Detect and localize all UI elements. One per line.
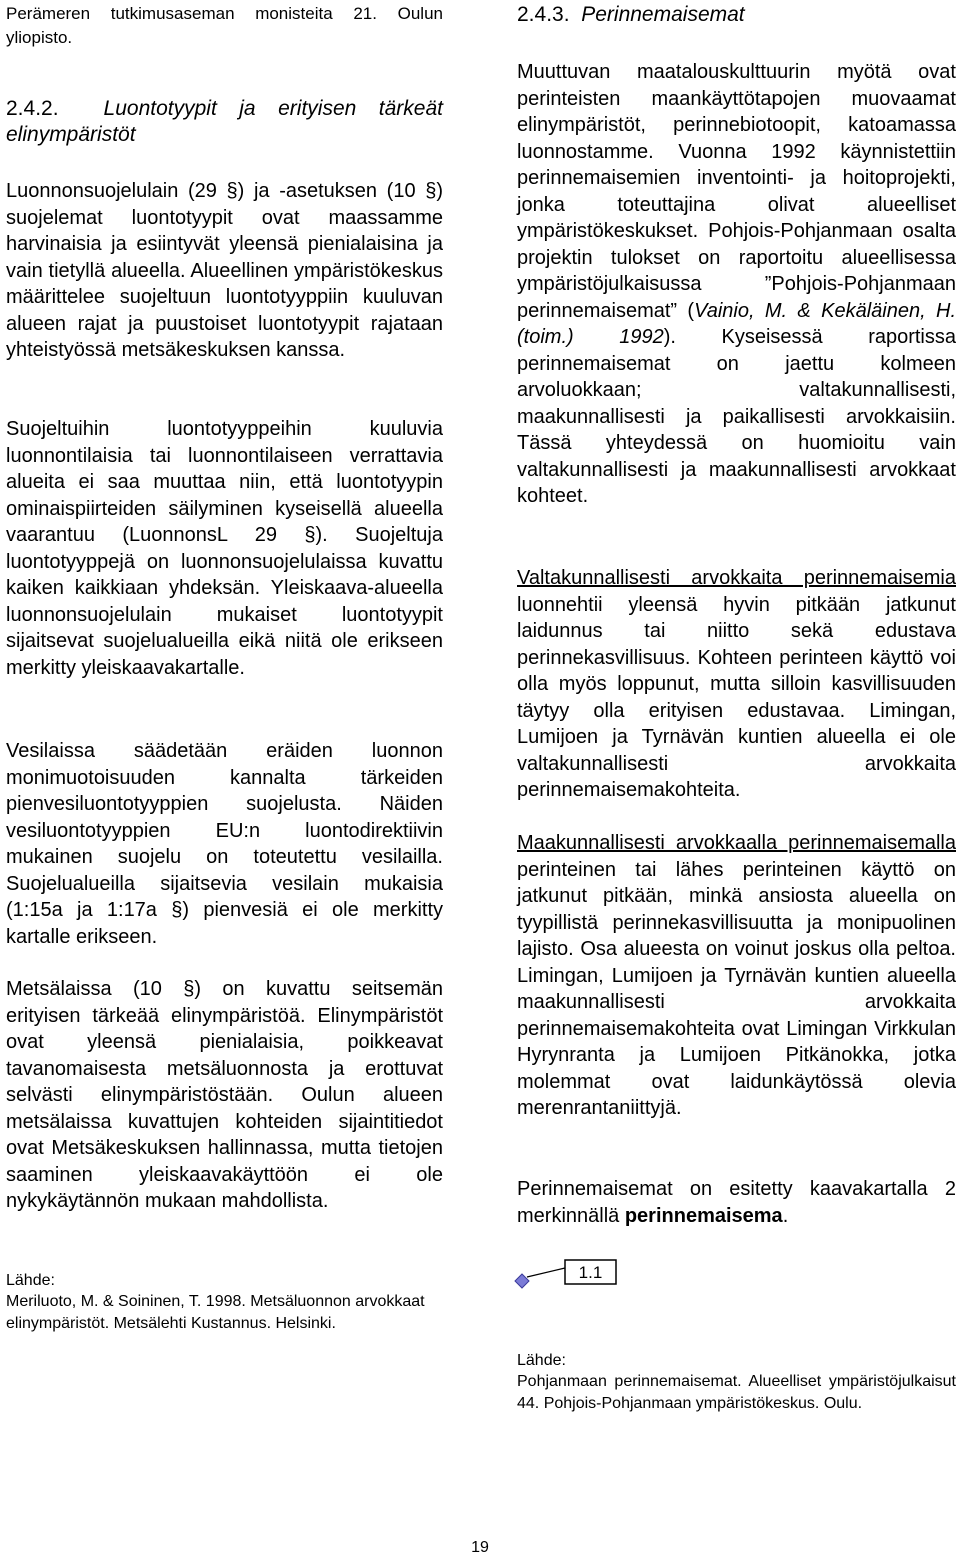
section-title: Luontotyypit ja erityisen tärkeät elinympäristöt [6, 97, 443, 146]
source-citation-right: Pohjanmaan perinnemaisemat. Alueelliset ympäristöjulkaisut 44. Pohjois-Pohjanmaan ympäristökeskus. Oulu. [517, 1373, 956, 1412]
section-heading-2-4-3 [517, 2, 956, 28]
section-number: 2.4.3. [517, 3, 570, 26]
source-label: Lähde: [6, 1272, 55, 1289]
paragraph-metsalaki: Metsälaissa (10 §) on kuvattu seitsemän erityisen tärkeää elinympäristöä. Elinympäristöt ovat yleensä pienialaisia, poikkeavat tavanomaisesta metsäluonnosta ja erottuvat selvästi elinympäristöstään. Oulun alueen metsälaissa kuvattujen kohteiden sijaintitiedot ovat Metsäkeskuksen hallinnassa, mutta tietojen saaminen yleiskaavakäyttöön ei ole nykykäytännön mukaan mahdollista. [6, 978, 443, 1212]
page-number: 19 [471, 1539, 489, 1556]
term-valtakunnallisesti: Valtakunnallisesti arvokkaita perinnemaisemia [517, 567, 956, 589]
paragraph-valtakunnallisesti [517, 565, 956, 804]
kaavamerkinta-text-a: Perinnemaisemat on esitetty kaavakartalla 2 merkinnällä [517, 1178, 956, 1227]
paragraph-suojellut-luontotyypit: Suojeltuihin luontotyyppeihin kuuluvia luonnontilaisia tai luonnontilaiseen verrattavia alueita ei saa muuttaa niin, että luontotyypin ominaispiirteiden säilyminen kyseisellä alueella vaarantuu (LuonnonsL 29 §). Suojeltuja luontotyyppejä on luonnonsuojelulaissa kuvattu kaiken kaikkiaan yhdeksän. Yleiskaava-alueella luonnonsuojelulain mukaiset luontotyypit sijaitsevat suojelualueilla eikä niitä ole erikseen merkitty yleiskaavakartalle. [6, 418, 443, 679]
section-title: Perinnemaisemat [581, 3, 745, 26]
legend-leader-line [527, 1268, 565, 1277]
perinnemaisema-legend-symbol [512, 1258, 622, 1294]
paragraph-luonnonsuojelulaki: Luonnonsuojelulain (29 §) ja -asetuksen (10 §) suojelemat luontotyypit ovat maassamme harvinaisia ja esiintyvät yleensä pienialaisina ja vain tietyllä alueella. Alueellinen ympäristökeskus määrittelee suojeltuun luontotyyppiin kuuluvan alueen rajat ja puustoiset luontotyypit rajataan yhteistyössä metsäkeskuksen kanssa. [6, 180, 443, 361]
intro-text-b: ). Kyseisessä raportissa perinnemaisemat on jaettu kolmeen arvoluokkaan; valtakunnallisesti, maakunnallisesti ja paikallisesti arvokkaisiin. Tässä yhteydessä on huomioitu vain valtakunnallisesti ja maakunnallisesti arvokkaat kohteet. [517, 326, 957, 507]
legend-code-label: 1.1 [578, 1263, 603, 1282]
paragraph-maakunnallisesti [517, 830, 956, 1122]
paragraph-kaavamerkinta [517, 1176, 956, 1229]
maakunnallisesti-text: perinteinen tai lähes perinteinen käyttö on jatkunut pitkään, minkä ansiosta alueella on tyypillistä perinnekasvillisuutta ja monipuolinen lajisto. Osa alueesta on voinut joskus olla peltoa. Limingan, Lumijoen ja Tyrnävän kuntien alueella maakunnallisesti arvokkaita perinnemaisemakohteita ovat Limingan Virkkulan Hyrynranta ja Lumijoen Pitkänokka, jotka molemmat ovat laidunkäytössä olevia merenrantaniittyjä. [517, 858, 956, 1119]
source-citation: Meriluoto, M. & Soininen, T. 1998. Metsäluonnon arvokkaat elinympäristöt. Metsälehti Kustannus. Helsinki. [6, 1293, 425, 1332]
section-heading-2-4-2 [6, 96, 443, 148]
valtakunnallisesti-text: luonnehtii yleensä hyvin pitkään jatkunut laidunnus tai niitto sekä edustava perinnekasvillisuus. Kohteen perinteen käyttö voi olla myös loppunut, mutta silloin kasvillisuuden täytyy olla erityisen edustavaa. Limingan, Lumijoen ja Tyrnävän kuntien alueella ei ole valtakunnallisesti arvokkaita perinnemaisemakohteita. [517, 593, 956, 801]
series-header: Perämeren tutkimusaseman monisteita 21. Oulun yliopisto. [6, 4, 443, 47]
intro-citation: Vainio, M. & Kekäläinen, H. (toim.) 1992 [517, 299, 956, 348]
paragraph-vesilaki: Vesilaissa säädetään eräiden luonnon monimuotoisuuden kannalta tärkeiden pienvesiluontotyyppien suojelusta. Näiden vesiluontotyyppien EU:n luontodirektiivin mukainen suojelu on toteutettu vesilailla. Suojelualueilla sijaitsevia vesilain mukaisia (1:15a ja 1:17a §) pienvesiä ei ole merkitty kartalle erikseen. [6, 740, 443, 948]
kaavamerkinta-text-b: . [782, 1204, 789, 1227]
section-number: 2.4.2. [6, 97, 59, 120]
legend-diamond-icon [515, 1274, 529, 1288]
paragraph-perinnemaisemat-intro [517, 59, 956, 510]
term-maakunnallisesti: Maakunnallisesti arvokkaalla perinnemaisemalla [517, 832, 956, 854]
kaavamerkinta-term: perinnemaisema [624, 1204, 783, 1227]
intro-text-a: Muuttuvan maatalouskulttuurin myötä ovat perinteisten maankäyttötapojen muovaamat elinympäristöt, perinnebiotoopit, katoamassa luonnostamme. Vuonna 1992 käynnistettiin perinnemaisemien inventointi- ja hoitoprojekti, jonka toteuttajina olivat alueelliset ympäristökeskukset. Pohjois-Pohjanmaan osalta projektin tulokset on raportoitu alueellisessa ympäristöjulkaisussa ”Pohjois-Pohjanmaan perinnemaisemat” ( [517, 61, 956, 322]
source-label-right: Lähde: [517, 1352, 566, 1369]
